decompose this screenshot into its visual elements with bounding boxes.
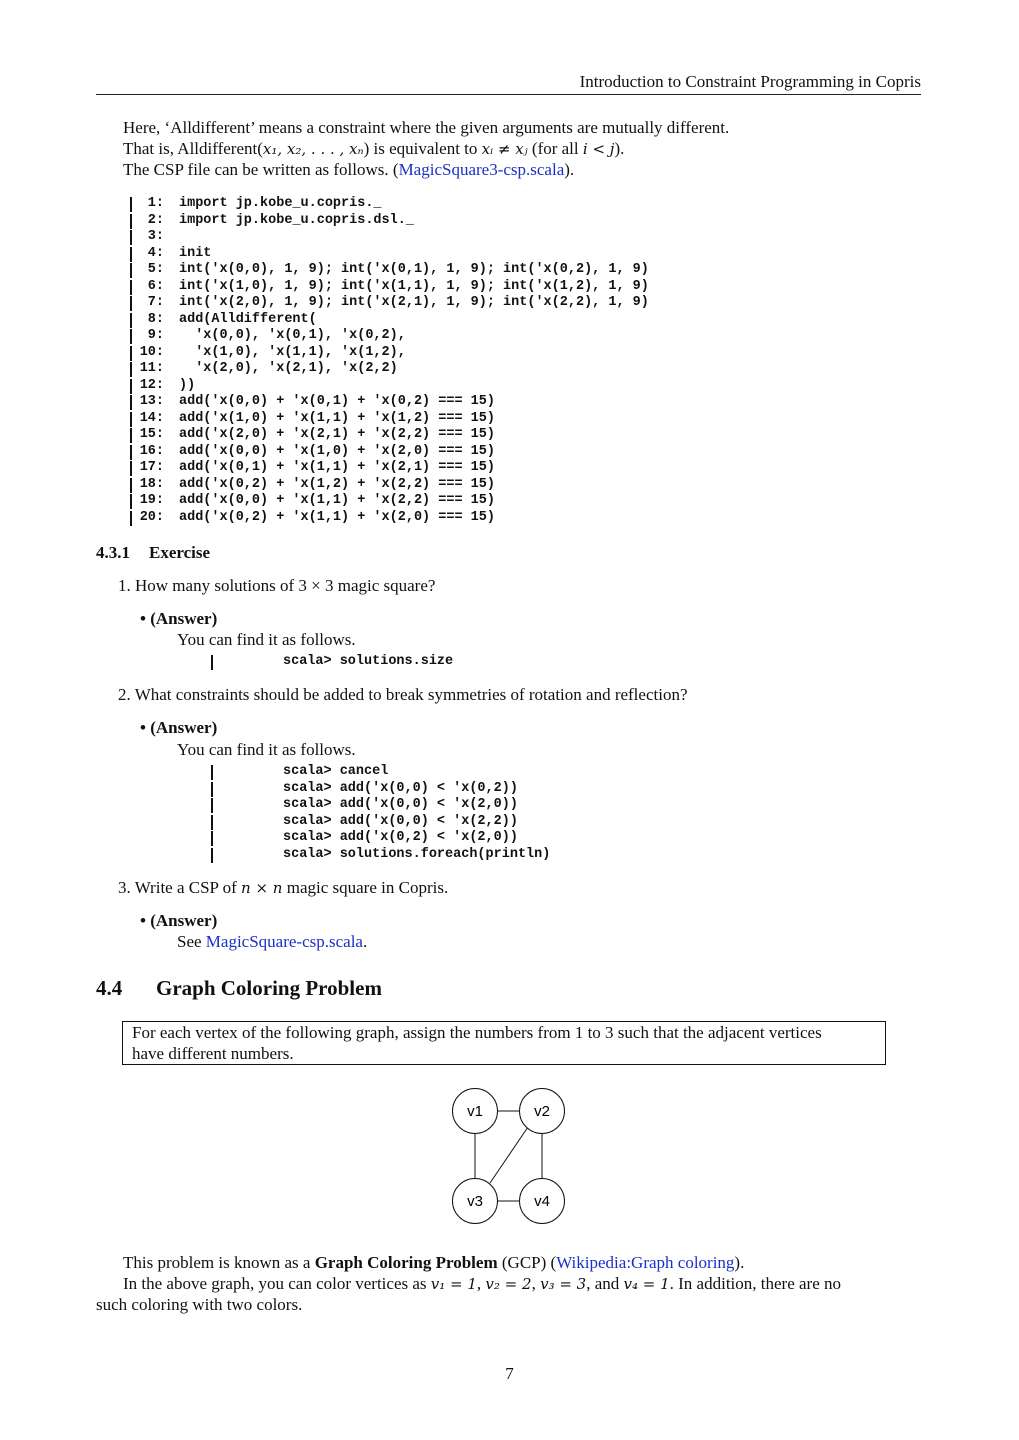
page-number: 7: [505, 1364, 514, 1383]
code-line-number: 4:: [147, 245, 164, 261]
code-line-text: int('x(2,0), 1, 9); int('x(2,1), 1, 9); int('x(2,2), 1, 9): [179, 295, 649, 310]
intro-line-2: That is, Alldifferent(x₁, x₂, . . . , xₙ) is equivalent to xᵢ ≠ xⱼ (for all i < j).: [123, 139, 625, 158]
scala-command-line: [211, 797, 550, 814]
code-line-text: int('x(0,0), 1, 9); int('x(0,1), 1, 9); int('x(0,2), 1, 9): [179, 262, 649, 277]
code-line: [130, 312, 649, 329]
closing-line-2: In the above graph, you can color vertices as v₁ = 1, v₂ = 2, v₃ = 3, and v₄ = 1. In addition, there are no: [123, 1274, 841, 1293]
answer-code-1: [211, 654, 453, 671]
edge-v2-v3: [490, 1127, 528, 1183]
code-line-text: import jp.kobe_u.copris._: [179, 196, 382, 211]
scala-command-text: scala> add('x(0,0) < 'x(0,2)): [283, 780, 518, 796]
scala-command-text: scala> solutions.size: [283, 654, 454, 669]
code-line: [130, 411, 649, 428]
code-line: [130, 444, 649, 461]
code-line-number: 8:: [147, 311, 164, 327]
section-heading: 4.4 Graph Coloring Problem: [96, 976, 382, 1000]
code-line: [130, 378, 649, 395]
code-line: [130, 295, 649, 312]
code-listing: [130, 196, 649, 526]
code-margin-bar: [130, 296, 132, 311]
code-line-number: 14:: [139, 410, 164, 426]
code-line-text: add('x(1,0) + 'x(1,1) + 'x(1,2) === 15): [179, 410, 495, 426]
code-margin-bar: [211, 798, 213, 813]
code-line-text: 'x(1,0), 'x(1,1), 'x(1,2),: [179, 344, 406, 360]
code-margin-bar: [211, 655, 213, 670]
scala-command-line: [211, 764, 550, 781]
code-line: [130, 510, 649, 527]
answer-label-3: • (Answer): [140, 911, 218, 930]
scala-command-text: scala> add('x(0,2) < 'x(2,0)): [283, 830, 518, 845]
code-margin-bar: [130, 494, 132, 509]
code-line-text: 'x(0,0), 'x(0,1), 'x(0,2),: [179, 328, 406, 343]
answer-label-1: • (Answer): [140, 609, 218, 628]
code-margin-bar: [130, 461, 132, 476]
header-title: Introduction to Constraint Programming in Copris: [579, 72, 921, 91]
code-line: [130, 279, 649, 296]
answer-text-1: You can find it as follows.: [177, 630, 356, 649]
code-line-number: 19:: [139, 493, 164, 508]
code-line-number: 16:: [139, 443, 164, 459]
code-line: [130, 460, 649, 477]
code-line-text: int('x(1,0), 1, 9); int('x(1,1), 1, 9); int('x(1,2), 1, 9): [179, 278, 649, 294]
code-line-number: 17:: [139, 460, 164, 475]
code-margin-bar: [130, 478, 132, 493]
code-line-text: 'x(2,0), 'x(2,1), 'x(2,2): [179, 361, 398, 376]
code-line: [130, 246, 649, 263]
code-margin-bar: [130, 280, 132, 295]
question-2: 2. What constraints should be added to break symmetries of rotation and reflection?: [118, 685, 688, 704]
code-margin-bar: [130, 362, 132, 377]
code-margin-bar: [130, 214, 132, 229]
magicsquare-link[interactable]: MagicSquare-csp.scala: [205, 932, 363, 951]
code-line-number: 12:: [139, 377, 164, 393]
node-label-v1: v1: [467, 1103, 483, 1120]
scala-command-line: [211, 781, 550, 798]
code-line-text: add(Alldifferent(: [179, 311, 317, 327]
code-line-number: 2:: [147, 212, 164, 228]
code-line: [130, 328, 649, 345]
code-line-number: 10:: [139, 344, 164, 360]
code-line-text: add('x(2,0) + 'x(2,1) + 'x(2,2) === 15): [179, 427, 495, 442]
code-margin-bar: [130, 346, 132, 361]
scala-command-line: [211, 814, 550, 831]
code-line: [130, 427, 649, 444]
intro-line-1: Here, ‘Alldifferent’ means a constraint where the given arguments are mutually different.: [123, 118, 730, 137]
scala-command-line: [211, 830, 550, 847]
code-line: [130, 345, 649, 362]
code-line-number: 11:: [139, 361, 164, 376]
code-margin-bar: [130, 197, 132, 212]
node-label-v3: v3: [467, 1193, 483, 1210]
code-margin-bar: [130, 511, 132, 526]
node-label-v2: v2: [534, 1103, 550, 1120]
code-line: [130, 262, 649, 279]
question-1: 1. How many solutions of 3 × 3 magic square?: [118, 576, 436, 595]
code-line: [130, 213, 649, 230]
code-margin-bar: [130, 247, 132, 262]
code-margin-bar: [130, 395, 132, 410]
scala-command-text: scala> add('x(0,0) < 'x(2,0)): [283, 797, 518, 812]
code-line-text: import jp.kobe_u.copris.dsl._: [179, 212, 414, 228]
code-line-number: 20:: [139, 509, 164, 525]
code-margin-bar: [130, 412, 132, 427]
code-margin-bar: [130, 263, 132, 278]
problem-line-2: have different numbers.: [132, 1044, 294, 1063]
code-line-number: 6:: [147, 278, 164, 294]
code-line: [130, 394, 649, 411]
problem-line-1: For each vertex of the following graph, assign the numbers from 1 to 3 such that the adjacent vertices: [132, 1023, 822, 1042]
code-margin-bar: [130, 428, 132, 443]
code-line: [130, 196, 649, 213]
answer-text-2: You can find it as follows.: [177, 740, 356, 759]
answer-text-3: See MagicSquare-csp.scala.: [177, 932, 368, 951]
code-line-number: 18:: [139, 476, 164, 492]
scala-command-line: [211, 847, 550, 864]
code-margin-bar: [211, 831, 213, 846]
intro-line-3: The CSP file can be written as follows. (MagicSquare3-csp.scala).: [123, 160, 575, 179]
code-line: [130, 493, 649, 510]
subsection-heading: 4.3.1 Exercise: [96, 543, 211, 562]
code-margin-bar: [211, 765, 213, 780]
code-line-text: add('x(0,0) + 'x(1,0) + 'x(2,0) === 15): [179, 443, 495, 459]
magicsquare3-link[interactable]: MagicSquare3-csp.scala: [398, 160, 565, 179]
code-line: [130, 477, 649, 494]
code-line-text: add('x(0,2) + 'x(1,1) + 'x(2,0) === 15): [179, 509, 495, 525]
code-margin-bar: [211, 782, 213, 797]
closing-line-1: This problem is known as a Graph Coloring Problem (GCP) (Wikipedia:Graph coloring).: [123, 1253, 745, 1272]
code-line-number: 5:: [147, 262, 164, 277]
scala-command-text: scala> solutions.foreach(println): [283, 846, 551, 862]
code-line-text: init: [179, 245, 212, 261]
problem-box: [122, 1021, 886, 1065]
answer-label-2: • (Answer): [140, 718, 218, 737]
code-line-number: 3:: [147, 229, 164, 244]
scala-command-line: [211, 654, 453, 671]
code-line-number: 15:: [139, 427, 164, 442]
code-margin-bar: [130, 379, 132, 394]
code-line-text: add('x(0,2) + 'x(1,2) + 'x(2,2) === 15): [179, 476, 495, 492]
code-line-number: 13:: [139, 394, 164, 409]
question-3: 3. Write a CSP of n × n magic square in Copris.: [118, 878, 449, 897]
code-margin-bar: [211, 848, 213, 863]
code-line-text: add('x(0,0) + 'x(0,1) + 'x(0,2) === 15): [179, 394, 495, 409]
code-margin-bar: [130, 445, 132, 460]
code-margin-bar: [130, 230, 132, 245]
scala-command-text: scala> cancel: [283, 764, 389, 779]
node-label-v4: v4: [534, 1193, 550, 1210]
code-line: [130, 361, 649, 378]
graph-figure: [440, 1080, 580, 1230]
code-margin-bar: [130, 329, 132, 344]
running-header: [96, 72, 921, 95]
closing-line-3: such coloring with two colors.: [96, 1295, 303, 1314]
code-margin-bar: [130, 313, 132, 328]
code-line-text: add('x(0,1) + 'x(1,1) + 'x(2,1) === 15): [179, 460, 495, 475]
code-line-number: 7:: [147, 295, 164, 310]
code-line-number: 9:: [147, 328, 164, 343]
answer-code-2: [211, 764, 550, 863]
scala-command-text: scala> add('x(0,0) < 'x(2,2)): [283, 813, 518, 829]
code-line: [130, 229, 649, 246]
code-line-text: add('x(0,0) + 'x(1,1) + 'x(2,2) === 15): [179, 493, 495, 508]
code-margin-bar: [211, 815, 213, 830]
code-line-number: 1:: [147, 196, 164, 211]
code-line-text: )): [179, 377, 196, 393]
wikipedia-link[interactable]: Wikipedia:Graph coloring: [556, 1253, 735, 1272]
